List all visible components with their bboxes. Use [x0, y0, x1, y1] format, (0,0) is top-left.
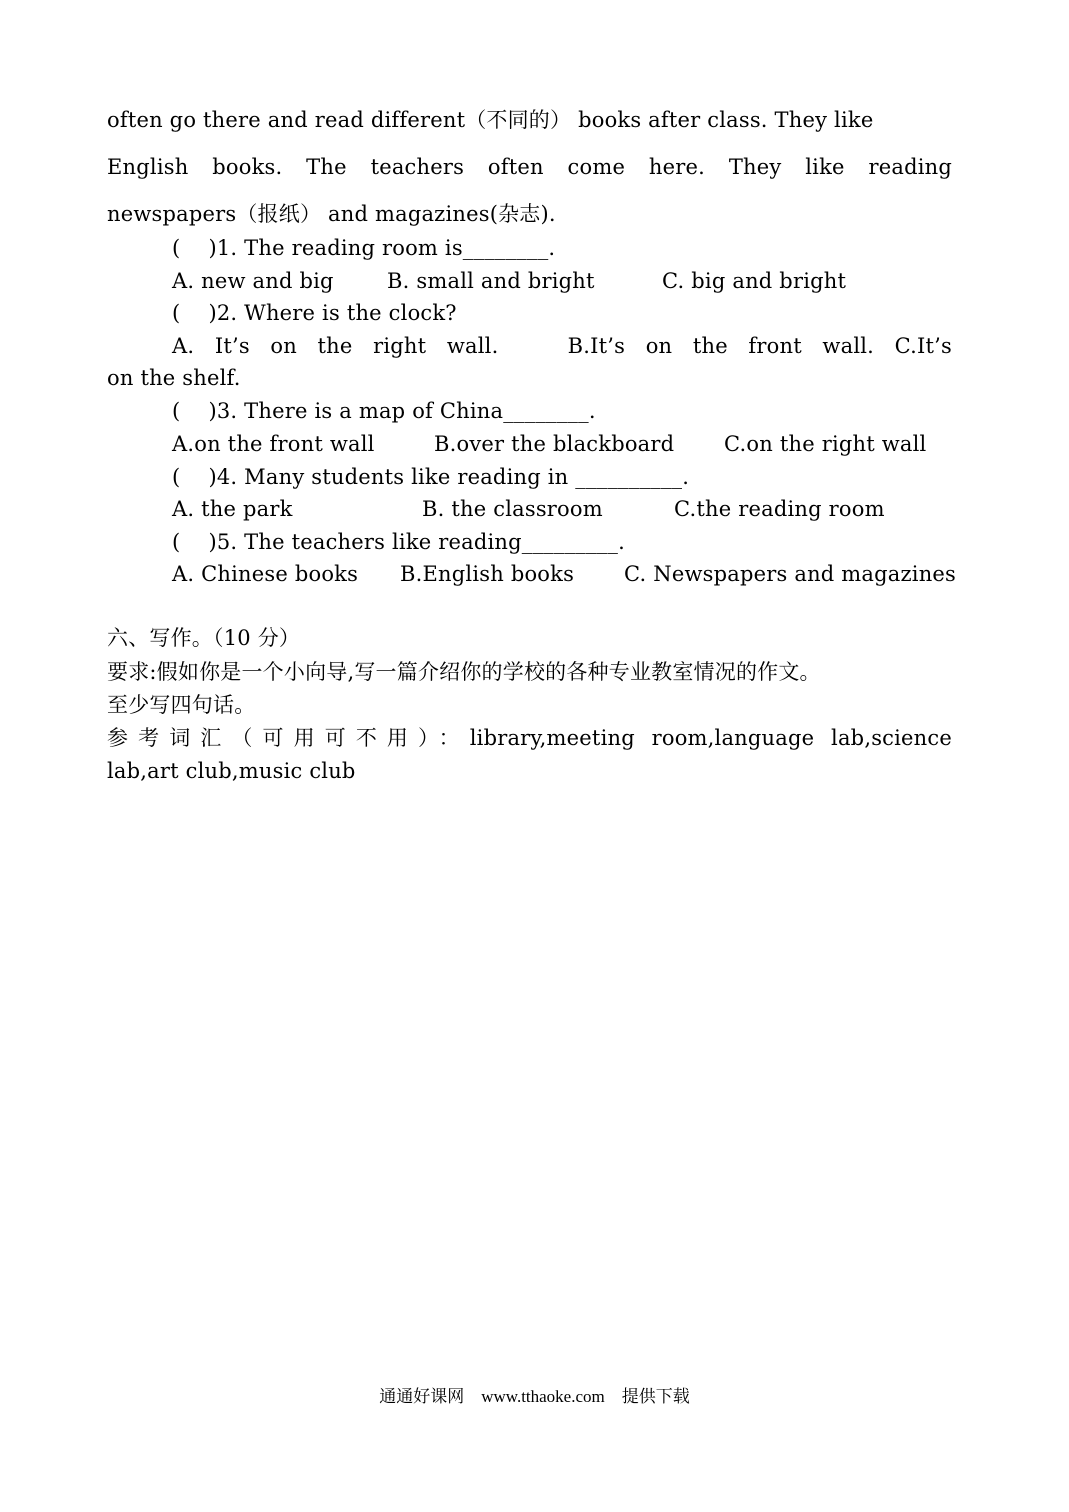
question-5-stem: ( )5. The teachers like reading_________. [172, 530, 625, 554]
question-1-option-a: A. new and big [172, 269, 334, 293]
question-1-option-c: C. big and bright [662, 269, 847, 293]
question-5-option-c: C. Newspapers and magazines [624, 562, 957, 586]
page-footer: 通通好课网 www.tthaoke.com 提供下载 [379, 1387, 690, 1406]
question-4-option-b: B. the classroom [422, 497, 603, 521]
passage-line-2: English books. The teachers often come here. They like reading [107, 155, 952, 179]
question-1-option-b: B. small and bright [387, 269, 595, 293]
question-3-option-c: C.on the right wall [724, 432, 927, 456]
question-3-option-a: A.on the front wall [172, 432, 375, 456]
writing-vocab-line-2: lab,art club,music club [107, 759, 356, 783]
question-3-option-b: B.over the blackboard [434, 432, 675, 456]
question-3-stem: ( )3. There is a map of China________. [172, 399, 596, 423]
writing-heading: 六、写作。（10 分） [107, 626, 301, 650]
writing-requirement-line-2: 至少写四句话。 [107, 693, 256, 717]
question-2-stem: ( )2. Where is the clock? [172, 301, 457, 325]
question-2-options-line-1: A. It’s on the right wall. B.It’s on the front wall. C.It’s [172, 334, 952, 358]
question-4-option-c: C.the reading room [674, 497, 885, 521]
question-1-stem: ( )1. The reading room is________. [172, 236, 556, 260]
question-4-stem: ( )4. Many students like reading in __________. [172, 465, 690, 489]
question-5-option-b: B.English books [400, 562, 575, 586]
writing-vocab-line-1: 参考词汇（可用可不用）：library,meeting room,language lab,science [107, 726, 952, 750]
passage-line-3: newspapers（报纸） and magazines(杂志). [107, 202, 556, 226]
question-2-options-line-2: on the shelf. [107, 366, 241, 390]
question-4-option-a: A. the park [172, 497, 293, 521]
passage-line-1: often go there and read different（不同的） books after class. They like [107, 108, 874, 132]
question-5-option-a: A. Chinese books [172, 562, 359, 586]
writing-requirement-line-1: 要求:假如你是一个小向导,写一篇介绍你的学校的各种专业教室情况的作文。 [107, 660, 821, 684]
